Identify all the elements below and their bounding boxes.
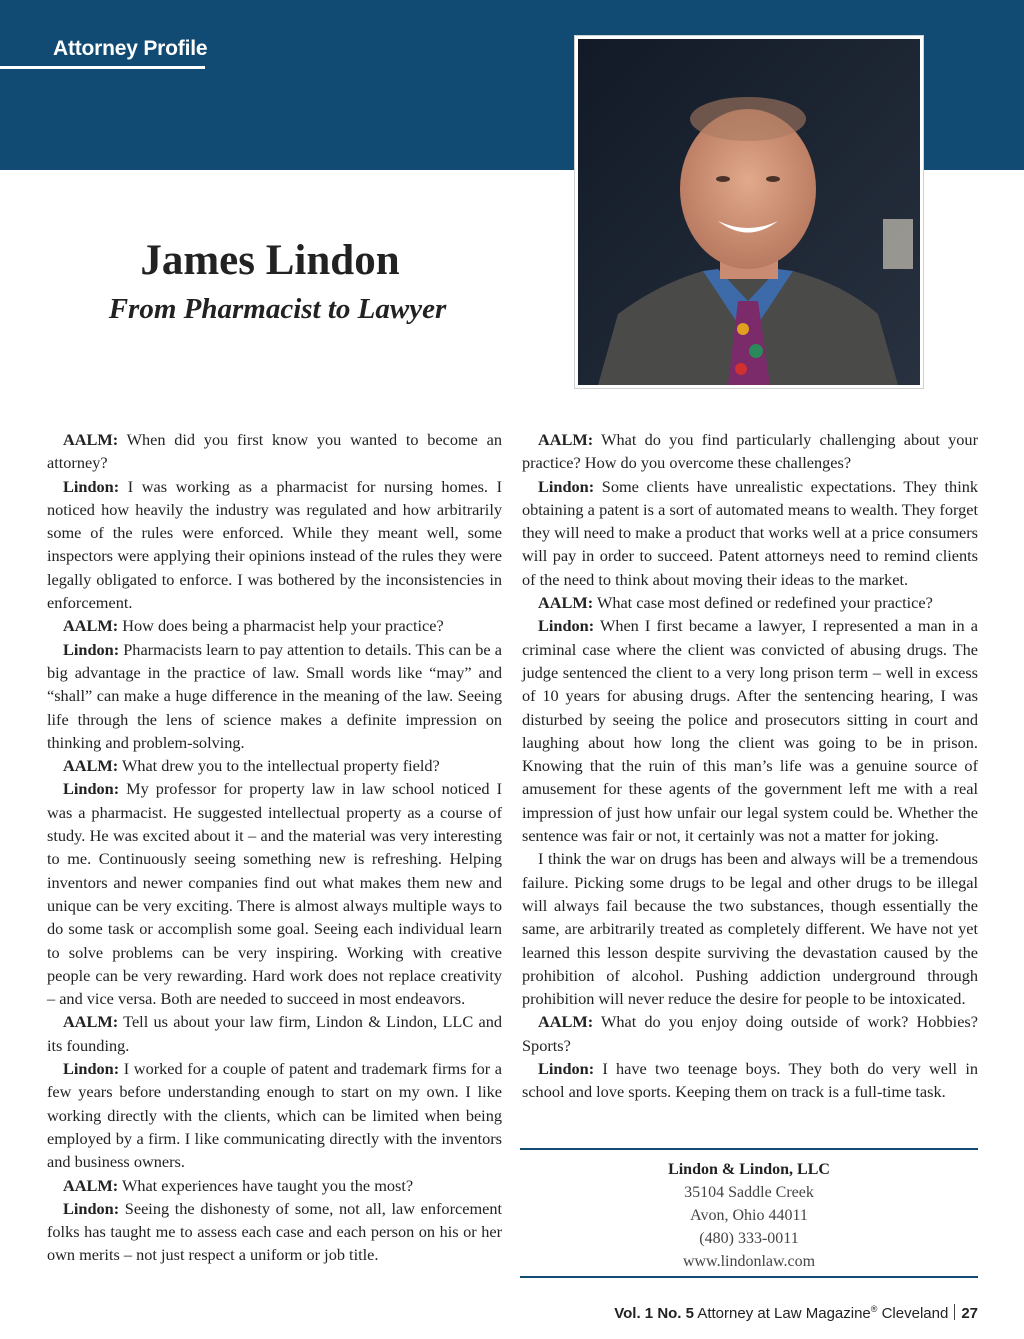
interview-paragraph xyxy=(522,847,978,1010)
paragraph-text: What do you enjoy doing outside of work? Hobbies? Sports? xyxy=(522,1012,978,1055)
contact-box xyxy=(520,1148,978,1278)
issue-number: Vol. 1 No. 5 xyxy=(614,1305,694,1322)
section-label: Attorney Profile xyxy=(53,37,208,60)
speaker-label: Lindon: xyxy=(538,1059,595,1079)
interview-paragraph xyxy=(522,428,978,475)
interview-paragraph xyxy=(47,638,502,754)
speaker-label: Lindon: xyxy=(63,1059,120,1079)
page-footer xyxy=(614,1304,978,1322)
section-underline xyxy=(0,66,205,69)
speaker-label: Lindon: xyxy=(538,476,595,496)
paragraph-text: What experiences have taught you the most? xyxy=(118,1175,414,1195)
speaker-label: AALM: xyxy=(63,430,119,449)
paragraph-text: How does being a pharmacist help your practice? xyxy=(118,616,444,636)
speaker-label: AALM: xyxy=(63,1175,119,1195)
speaker-label: Lindon: xyxy=(63,1198,120,1218)
interview-paragraph xyxy=(47,1197,502,1267)
interview-column-left xyxy=(47,428,502,1267)
page-number: 27 xyxy=(961,1305,978,1322)
street-address: 35104 Saddle Creek xyxy=(684,1184,814,1201)
interview-column-right xyxy=(522,428,978,1104)
speaker-label: Lindon: xyxy=(538,616,595,636)
speaker-label: AALM: xyxy=(63,616,119,636)
paragraph-text: What do you find particularly challenging about your practice? How do you overcome these challenges? xyxy=(522,430,978,473)
firm-name: Lindon & Lindon, LLC xyxy=(668,1161,830,1178)
city-state-zip: Avon, Ohio 44011 xyxy=(690,1207,808,1224)
paragraph-text: When I first became a lawyer, I represented a man in a criminal case where the client was convicted of abusing drugs. The judge sentenced the client to a very long prison term – well in excess of 10 years for abusing drugs. After the sentencing hearing, I was disturbed by seeing the police and prosecutors sitting in court and laughing about how long the client was going to be in prison. Knowing that the ruin of this man’s life was a genuine source of amusement for these agents of the government left me with a real impression of just how unfair our legal system could be. Whether the sentence was fair or not, it certainly was not a matter for joking. xyxy=(522,616,978,846)
paragraph-text: When did you first know you wanted to become an attorney? xyxy=(47,430,502,473)
speaker-label: AALM: xyxy=(538,1012,594,1032)
footer-divider xyxy=(954,1304,955,1320)
paragraph-text: What drew you to the intellectual property field? xyxy=(118,756,440,776)
magazine-name: Attorney at Law Magazine xyxy=(697,1305,871,1322)
paragraph-text: My professor for property law in law school noticed I was a pharmacist. He suggested intellectual property as a course of study. He was excited about it – and the material was very interesting to me. Continuously seeing something new is refreshing. Helping inventors and newer companies find out what makes them new and unique can be very exciting. There is almost always multiple ways to do some task or accomplish some goal. Seeing each individual learn to solve problems can be very inspiring. Working with creative people can be very rewarding. Hard work does not replace creativity – and vice versa. Both are needed to succeed in most endeavors. xyxy=(47,779,502,1009)
interview-paragraph xyxy=(47,754,502,777)
phone-number: (480) 333-0011 xyxy=(699,1230,799,1247)
interview-paragraph xyxy=(522,614,978,847)
interview-paragraph xyxy=(522,1057,978,1104)
paragraph-text: I think the war on drugs has been and always will be a tremendous failure. Picking some drugs to be legal and other drugs to be illegal will always fail because the two substances, though essentially the same, are arbitrarily treated as completely different. We have not yet learned this lesson despite surviving the devastation caused by the prohibition of alcohol. Pushing addiction underground through prohibition will never reduce the desire for people to be intoxicated. xyxy=(522,849,978,1009)
interview-paragraph xyxy=(47,1010,502,1057)
paragraph-text: Pharmacists learn to pay attention to details. This can be a big advantage in the practice of law. Small words like “may” and “shall” can make a huge difference in the meaning of the law. Seeing life through the lens of science makes a definite impression on thinking and problem-solving. xyxy=(47,639,502,752)
paragraph-text: Some clients have unrealistic expectations. They think obtaining a patent is a sort of automated means to wealth. They forget they will need to make a product that works well at a price consumers will pay in order to succeed. Patent attorneys need to remind clients of the need to think about moving their ideas to the market. xyxy=(522,476,978,589)
interview-paragraph xyxy=(47,777,502,1010)
paragraph-text: Tell us about your law firm, Lindon & Lindon, LLC and its founding. xyxy=(47,1012,502,1055)
paragraph-text: What case most defined or redefined your practice? xyxy=(593,593,933,613)
paragraph-text: Seeing the dishonesty of some, not all, law enforcement folks has taught me to assess each case and each person on his or her own merits – not just respect a uniform or job title. xyxy=(47,1198,502,1265)
interview-paragraph xyxy=(47,1174,502,1197)
speaker-label: AALM: xyxy=(63,756,119,776)
paragraph-text: I was working as a pharmacist for nursing homes. I noticed how heavily the industry was regulated and how arbitrarily some of the rules were enforced. While they meant well, some inspectors were applying their opinions instead of the rules they were legally obligated to enforce. I was bothered by the inconsistencies in enforcement. xyxy=(47,476,502,613)
speaker-label: AALM: xyxy=(538,593,594,613)
speaker-label: Lindon: xyxy=(63,779,120,799)
speaker-label: AALM: xyxy=(538,430,594,449)
speaker-label: AALM: xyxy=(63,1012,119,1032)
attorney-portrait xyxy=(575,36,923,388)
interview-paragraph xyxy=(522,475,978,591)
profile-name: James Lindon xyxy=(140,237,400,284)
interview-paragraph xyxy=(47,614,502,637)
interview-paragraph xyxy=(47,1057,502,1173)
interview-paragraph xyxy=(522,591,978,614)
magazine-city: Cleveland xyxy=(881,1305,949,1322)
interview-paragraph xyxy=(522,1010,978,1057)
interview-paragraph xyxy=(47,475,502,615)
registered-mark: ® xyxy=(870,1304,878,1314)
website-link[interactable]: www.lindonlaw.com xyxy=(682,1253,816,1270)
speaker-label: Lindon: xyxy=(63,476,120,496)
paragraph-text: I worked for a couple of patent and trademark firms for a few years before understanding enough to start on my own. I like working directly with the clients, which can be limited when being employed by a firm. I like communicating directly with the inventors and business owners. xyxy=(47,1059,502,1172)
speaker-label: Lindon: xyxy=(63,639,120,659)
paragraph-text: I have two teenage boys. They both do very well in school and love sports. Keeping them on track is a full-time task. xyxy=(522,1059,978,1102)
interview-paragraph xyxy=(47,428,502,475)
profile-subtitle: From Pharmacist to Lawyer xyxy=(108,293,447,325)
